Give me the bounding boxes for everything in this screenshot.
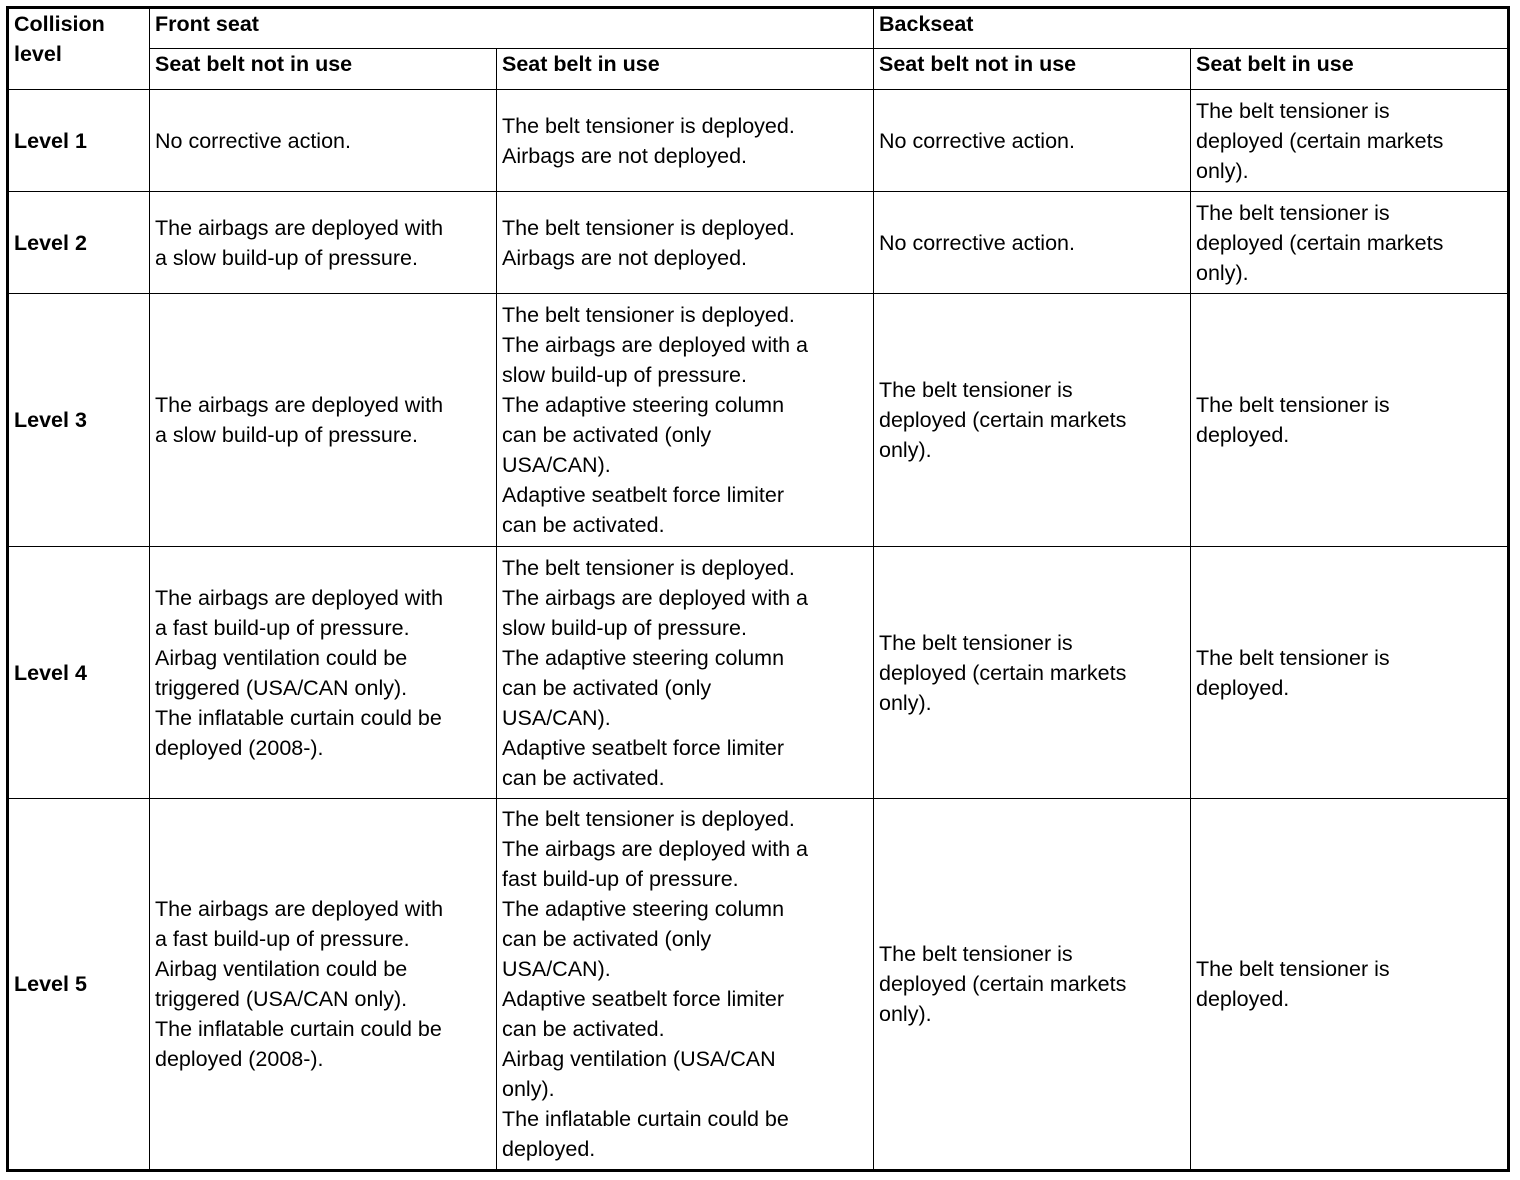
header-collision-level bbox=[8, 8, 150, 90]
cell-text-line: can be activated. bbox=[502, 513, 665, 537]
backseat-belt-in-use-cell bbox=[1191, 547, 1509, 799]
cell-text-line: slow build-up of pressure. bbox=[502, 363, 747, 387]
cell-text-line: triggered (USA/CAN only). bbox=[155, 675, 408, 700]
cell-text-line: can be activated (only bbox=[502, 423, 712, 447]
cell-text-line: a fast build-up of pressure. bbox=[155, 927, 410, 951]
cell-text-line: Adaptive seatbelt force limiter bbox=[502, 483, 785, 507]
cell-text-line: The adaptive steering column bbox=[502, 645, 785, 670]
collision-level-cell: Level 4 bbox=[8, 547, 150, 799]
front-seat-belt-in-use-cell bbox=[497, 294, 874, 547]
cell-text-line: The belt tensioner is bbox=[1196, 200, 1390, 225]
cell-text-line: fast build-up of pressure. bbox=[502, 867, 739, 891]
header-back-belt-not-in-use: Seat belt not in use bbox=[874, 49, 1191, 90]
header-collision-line: level bbox=[14, 42, 62, 66]
cell-text-line: The belt tensioner is deployed. bbox=[502, 555, 795, 580]
table-row bbox=[8, 547, 1509, 799]
cell-text-line: deployed (certain markets bbox=[879, 972, 1127, 996]
cell-text-line: Adaptive seatbelt force limiter bbox=[502, 987, 785, 1011]
cell-text-line: The belt tensioner is bbox=[1196, 957, 1390, 981]
backseat-belt-in-use-cell bbox=[1191, 799, 1509, 1171]
table-row bbox=[8, 192, 1509, 294]
cell-text-line: deployed. bbox=[502, 1137, 596, 1161]
cell-text-line: deployed. bbox=[1196, 987, 1290, 1011]
cell-text-line: The adaptive steering column bbox=[502, 393, 785, 417]
backseat-belt-not-in-use-cell bbox=[874, 799, 1191, 1171]
front-seat-belt-not-in-use-cell bbox=[150, 192, 497, 294]
cell-text-line: The airbags are deployed with bbox=[155, 215, 444, 240]
cell-text-line: only). bbox=[502, 1077, 555, 1101]
backseat-belt-not-in-use-cell bbox=[874, 90, 1191, 192]
front-seat-belt-in-use-cell bbox=[497, 90, 874, 192]
cell-text-line: The belt tensioner is deployed. bbox=[502, 113, 795, 138]
cell-text-line: Airbag ventilation could be bbox=[155, 957, 408, 981]
cell-text-line: The airbags are deployed with a bbox=[502, 837, 808, 861]
collision-level-cell: Level 1 bbox=[8, 90, 150, 192]
collision-level-cell: Level 3 bbox=[8, 294, 150, 547]
header-front-seat: Front seat bbox=[150, 8, 874, 49]
cell-text-line: The belt tensioner is deployed. bbox=[502, 807, 795, 831]
cell-text-line: Airbags are not deployed. bbox=[502, 245, 748, 270]
table-row bbox=[8, 90, 1509, 192]
front-seat-belt-in-use-cell bbox=[497, 799, 874, 1171]
front-seat-belt-in-use-cell bbox=[497, 547, 874, 799]
cell-text-line: The belt tensioner is bbox=[879, 378, 1073, 402]
cell-text-line: can be activated. bbox=[502, 1017, 665, 1041]
cell-text-line: The inflatable curtain could be bbox=[155, 1017, 442, 1041]
cell-text-line: The airbags are deployed with bbox=[155, 897, 444, 921]
table-row bbox=[8, 294, 1509, 547]
backseat-belt-not-in-use-cell bbox=[874, 294, 1191, 547]
header-collision-line: Collision bbox=[14, 12, 105, 36]
table-row bbox=[8, 799, 1509, 1171]
cell-text-line: only). bbox=[879, 1002, 932, 1026]
cell-text-line: only). bbox=[1196, 260, 1249, 285]
cell-text-line: No corrective action. bbox=[879, 128, 1075, 153]
front-seat-belt-not-in-use-cell bbox=[150, 547, 497, 799]
front-seat-belt-not-in-use-cell bbox=[150, 799, 497, 1171]
cell-text-line: deployed. bbox=[1196, 423, 1290, 447]
header-front-belt-not-in-use: Seat belt not in use bbox=[150, 49, 497, 90]
cell-text-line: deployed (certain markets bbox=[1196, 128, 1444, 153]
cell-text-line: slow build-up of pressure. bbox=[502, 615, 747, 640]
cell-text-line: can be activated (only bbox=[502, 927, 712, 951]
cell-text-line: The airbags are deployed with bbox=[155, 393, 444, 417]
cell-text-line: The airbags are deployed with bbox=[155, 585, 444, 610]
cell-text-line: The belt tensioner is deployed. bbox=[502, 303, 795, 327]
cell-text-line: USA/CAN). bbox=[502, 957, 611, 981]
cell-text-line: No corrective action. bbox=[155, 128, 351, 153]
cell-text-line: The belt tensioner is bbox=[879, 942, 1073, 966]
header-front-belt-in-use: Seat belt in use bbox=[497, 49, 874, 90]
cell-text-line: The belt tensioner is bbox=[879, 630, 1073, 655]
collision-level-cell: Level 2 bbox=[8, 192, 150, 294]
front-seat-belt-in-use-cell bbox=[497, 192, 874, 294]
cell-text-line: No corrective action. bbox=[879, 230, 1075, 255]
cell-text-line: Airbag ventilation (USA/CAN bbox=[502, 1047, 776, 1071]
cell-text-line: deployed (certain markets bbox=[879, 408, 1127, 432]
cell-text-line: Airbags are not deployed. bbox=[502, 143, 748, 168]
cell-text-line: The belt tensioner is deployed. bbox=[502, 215, 795, 240]
cell-text-line: The belt tensioner is bbox=[1196, 645, 1390, 670]
cell-text-line: USA/CAN). bbox=[502, 705, 611, 730]
front-seat-belt-not-in-use-cell bbox=[150, 90, 497, 192]
header-backseat: Backseat bbox=[874, 8, 1509, 49]
cell-text-line: a slow build-up of pressure. bbox=[155, 245, 418, 270]
collision-level-cell: Level 5 bbox=[8, 799, 150, 1171]
cell-text-line: a fast build-up of pressure. bbox=[155, 615, 410, 640]
backseat-belt-not-in-use-cell bbox=[874, 192, 1191, 294]
front-seat-belt-not-in-use-cell bbox=[150, 294, 497, 547]
cell-text-line: The inflatable curtain could be bbox=[155, 705, 442, 730]
cell-text-line: only). bbox=[1196, 158, 1249, 183]
cell-text-line: The airbags are deployed with a bbox=[502, 585, 808, 610]
cell-text-line: Adaptive seatbelt force limiter bbox=[502, 735, 785, 760]
backseat-belt-in-use-cell bbox=[1191, 90, 1509, 192]
backseat-belt-not-in-use-cell bbox=[874, 547, 1191, 799]
cell-text-line: deployed. bbox=[1196, 675, 1290, 700]
cell-text-line: The adaptive steering column bbox=[502, 897, 785, 921]
cell-text-line: Airbag ventilation could be bbox=[155, 645, 408, 670]
table-body bbox=[8, 90, 1509, 1171]
cell-text-line: triggered (USA/CAN only). bbox=[155, 987, 408, 1011]
cell-text-line: deployed (2008-). bbox=[155, 1047, 324, 1071]
header-back-belt-in-use: Seat belt in use bbox=[1191, 49, 1509, 90]
cell-text-line: The belt tensioner is bbox=[1196, 393, 1390, 417]
cell-text-line: only). bbox=[879, 690, 932, 715]
cell-text-line: The belt tensioner is bbox=[1196, 98, 1390, 123]
cell-text-line: USA/CAN). bbox=[502, 453, 611, 477]
cell-text-line: only). bbox=[879, 438, 932, 462]
cell-text-line: deployed (certain markets bbox=[1196, 230, 1444, 255]
cell-text-line: The airbags are deployed with a bbox=[502, 333, 808, 357]
cell-text-line: The inflatable curtain could be bbox=[502, 1107, 789, 1131]
backseat-belt-in-use-cell bbox=[1191, 192, 1509, 294]
cell-text-line: a slow build-up of pressure. bbox=[155, 423, 418, 447]
collision-level-table bbox=[6, 6, 1510, 1172]
cell-text-line: deployed (2008-). bbox=[155, 735, 324, 760]
cell-text-line: deployed (certain markets bbox=[879, 660, 1127, 685]
cell-text-line: can be activated. bbox=[502, 765, 665, 790]
backseat-belt-in-use-cell bbox=[1191, 294, 1509, 547]
cell-text-line: can be activated (only bbox=[502, 675, 712, 700]
